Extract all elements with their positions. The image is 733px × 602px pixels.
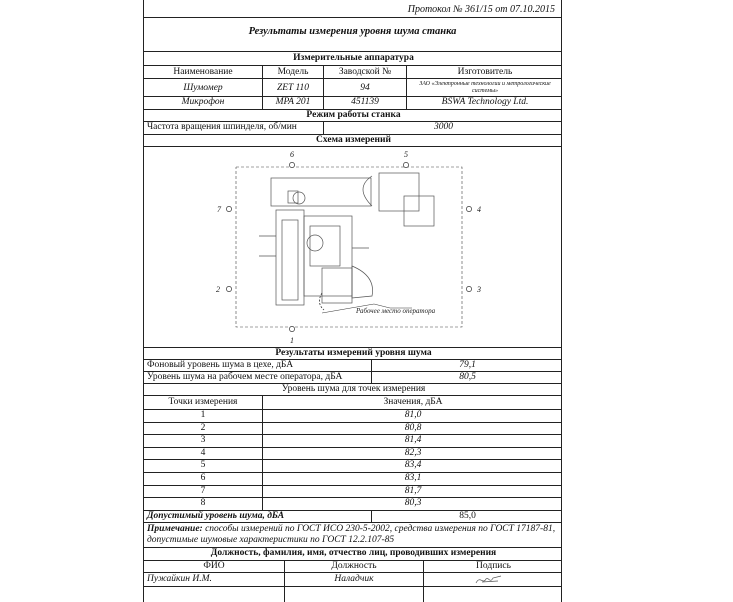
equipment-col-maker: Изготовитель (457, 67, 513, 77)
note (147, 524, 561, 545)
operator-noise-label: Уровень шума на рабочем месте оператора, дБА (147, 372, 343, 382)
column-divider (371, 510, 372, 522)
column-divider (284, 560, 285, 602)
persons-col-position: Должность (331, 561, 377, 571)
operator-workplace-label: Рабочее место оператора (356, 307, 436, 315)
point-4-marker (466, 206, 471, 211)
column-divider (371, 359, 372, 383)
equipment-row-name: Микрофон (181, 97, 225, 107)
point-7-label: 7 (217, 205, 221, 214)
point-3-label: 3 (477, 285, 481, 294)
document-title: Результаты измерения уровня шума станка (248, 26, 457, 37)
note-label: Примечание: (147, 524, 203, 534)
point-value-cell: 81,4 (404, 435, 422, 446)
point-5-marker (403, 162, 408, 167)
point-number-cell: 3 (200, 435, 206, 446)
divider (144, 395, 561, 396)
background-noise-value: 79,1 (459, 360, 476, 370)
equipment-row-name: Шумомер (183, 83, 223, 93)
point-value-cell: 80,3 (404, 498, 422, 509)
divider (144, 65, 561, 66)
point-6-label: 6 (290, 150, 294, 159)
point-3-marker (466, 286, 471, 291)
spindle-speed-label: Частота вращения шпинделя, об/мин (147, 122, 297, 132)
divider (144, 522, 561, 523)
point-4-label: 4 (477, 205, 481, 214)
column-divider (262, 65, 263, 109)
point-number-cell: 6 (200, 473, 206, 483)
point-number-cell: 1 (200, 410, 206, 420)
divider (144, 78, 561, 79)
person-position: Наладчик (334, 574, 374, 584)
point-1-marker (289, 326, 294, 331)
point-value-cell: 83,4 (404, 460, 422, 471)
operator-noise-value: 80,5 (459, 372, 476, 382)
column-divider (262, 395, 263, 510)
point-2-marker (226, 286, 231, 291)
allowed-noise-label: Допустимый уровень шума, дБА (147, 511, 285, 521)
scheme-heading: Схема измерений (316, 135, 391, 145)
note-text: способы измерений по ГОСТ ИСО 230-5-2002, средства измерения по ГОСТ 17187-81, допустимые шумовые характеристики по ГОСТ 12.2.107-85 (147, 524, 556, 545)
measurement-scheme-drawing (144, 148, 563, 347)
background-noise-label: Фоновый уровень шума в цехе, дБА (147, 360, 294, 370)
persons-heading: Должность, фамилия, имя, отчество лиц, проводивших измерения (210, 548, 497, 558)
signature-mark (474, 573, 504, 587)
mode-heading: Режим работы станка (306, 110, 401, 120)
column-divider (423, 560, 424, 602)
equipment-heading: Измерительные аппаратура (293, 53, 414, 63)
point-6-marker (289, 162, 294, 167)
col-value-header: Значения, дБА (383, 397, 443, 407)
equipment-row-maker: BSWA Technology Ltd. (441, 97, 529, 107)
equipment-row-serial: 94 (360, 83, 370, 93)
divider (144, 146, 561, 147)
persons-col-name: ФИО (203, 561, 225, 571)
point-number-cell: 4 (200, 447, 206, 458)
equipment-col-serial: Заводской № (338, 67, 392, 77)
col-point-header: Точки измерения (168, 397, 238, 407)
column-divider (406, 65, 407, 109)
point-value-cell: 81,7 (404, 485, 422, 496)
equipment-row-model: MPA 201 (275, 97, 311, 107)
allowed-noise-value: 85,0 (459, 511, 476, 521)
point-value-cell: 81,0 (404, 410, 422, 420)
equipment-row-model: ZET 110 (276, 83, 310, 93)
point-number-cell: 7 (200, 485, 206, 496)
equipment-col-model: Модель (277, 67, 309, 77)
points-heading: Уровень шума для точек измерения (281, 384, 426, 394)
point-number-cell: 2 (200, 422, 206, 433)
person-name: Пужайкин И.М. (147, 574, 212, 584)
persons-col-signature: Подпись (476, 561, 511, 571)
point-5-label: 5 (404, 150, 408, 159)
results-heading: Результаты измерений уровня шума (275, 348, 432, 358)
divider (144, 586, 561, 587)
spindle-speed-value: 3000 (434, 122, 453, 132)
point-value-cell: 83,1 (404, 473, 422, 483)
divider (144, 17, 561, 18)
machine-outline (259, 173, 434, 305)
equipment-col-name: Наименование (173, 67, 233, 77)
point-1-label: 1 (290, 336, 294, 345)
equipment-row-serial: 451139 (351, 97, 379, 107)
point-value-cell: 80,8 (404, 422, 422, 433)
protocol-sheet (143, 0, 562, 602)
point-number-cell: 8 (200, 498, 206, 509)
column-divider (323, 65, 324, 109)
point-value-cell: 82,3 (404, 447, 422, 458)
divider (144, 51, 561, 52)
column-divider (323, 121, 324, 134)
equipment-row-maker: ЗАО «Электронные технологии и метрологические системы» (419, 81, 551, 94)
protocol-number: Протокол № 361/15 от 07.10.2015 (407, 4, 555, 15)
point-7-marker (226, 206, 231, 211)
point-number-cell: 5 (200, 460, 206, 471)
point-2-label: 2 (216, 285, 220, 294)
